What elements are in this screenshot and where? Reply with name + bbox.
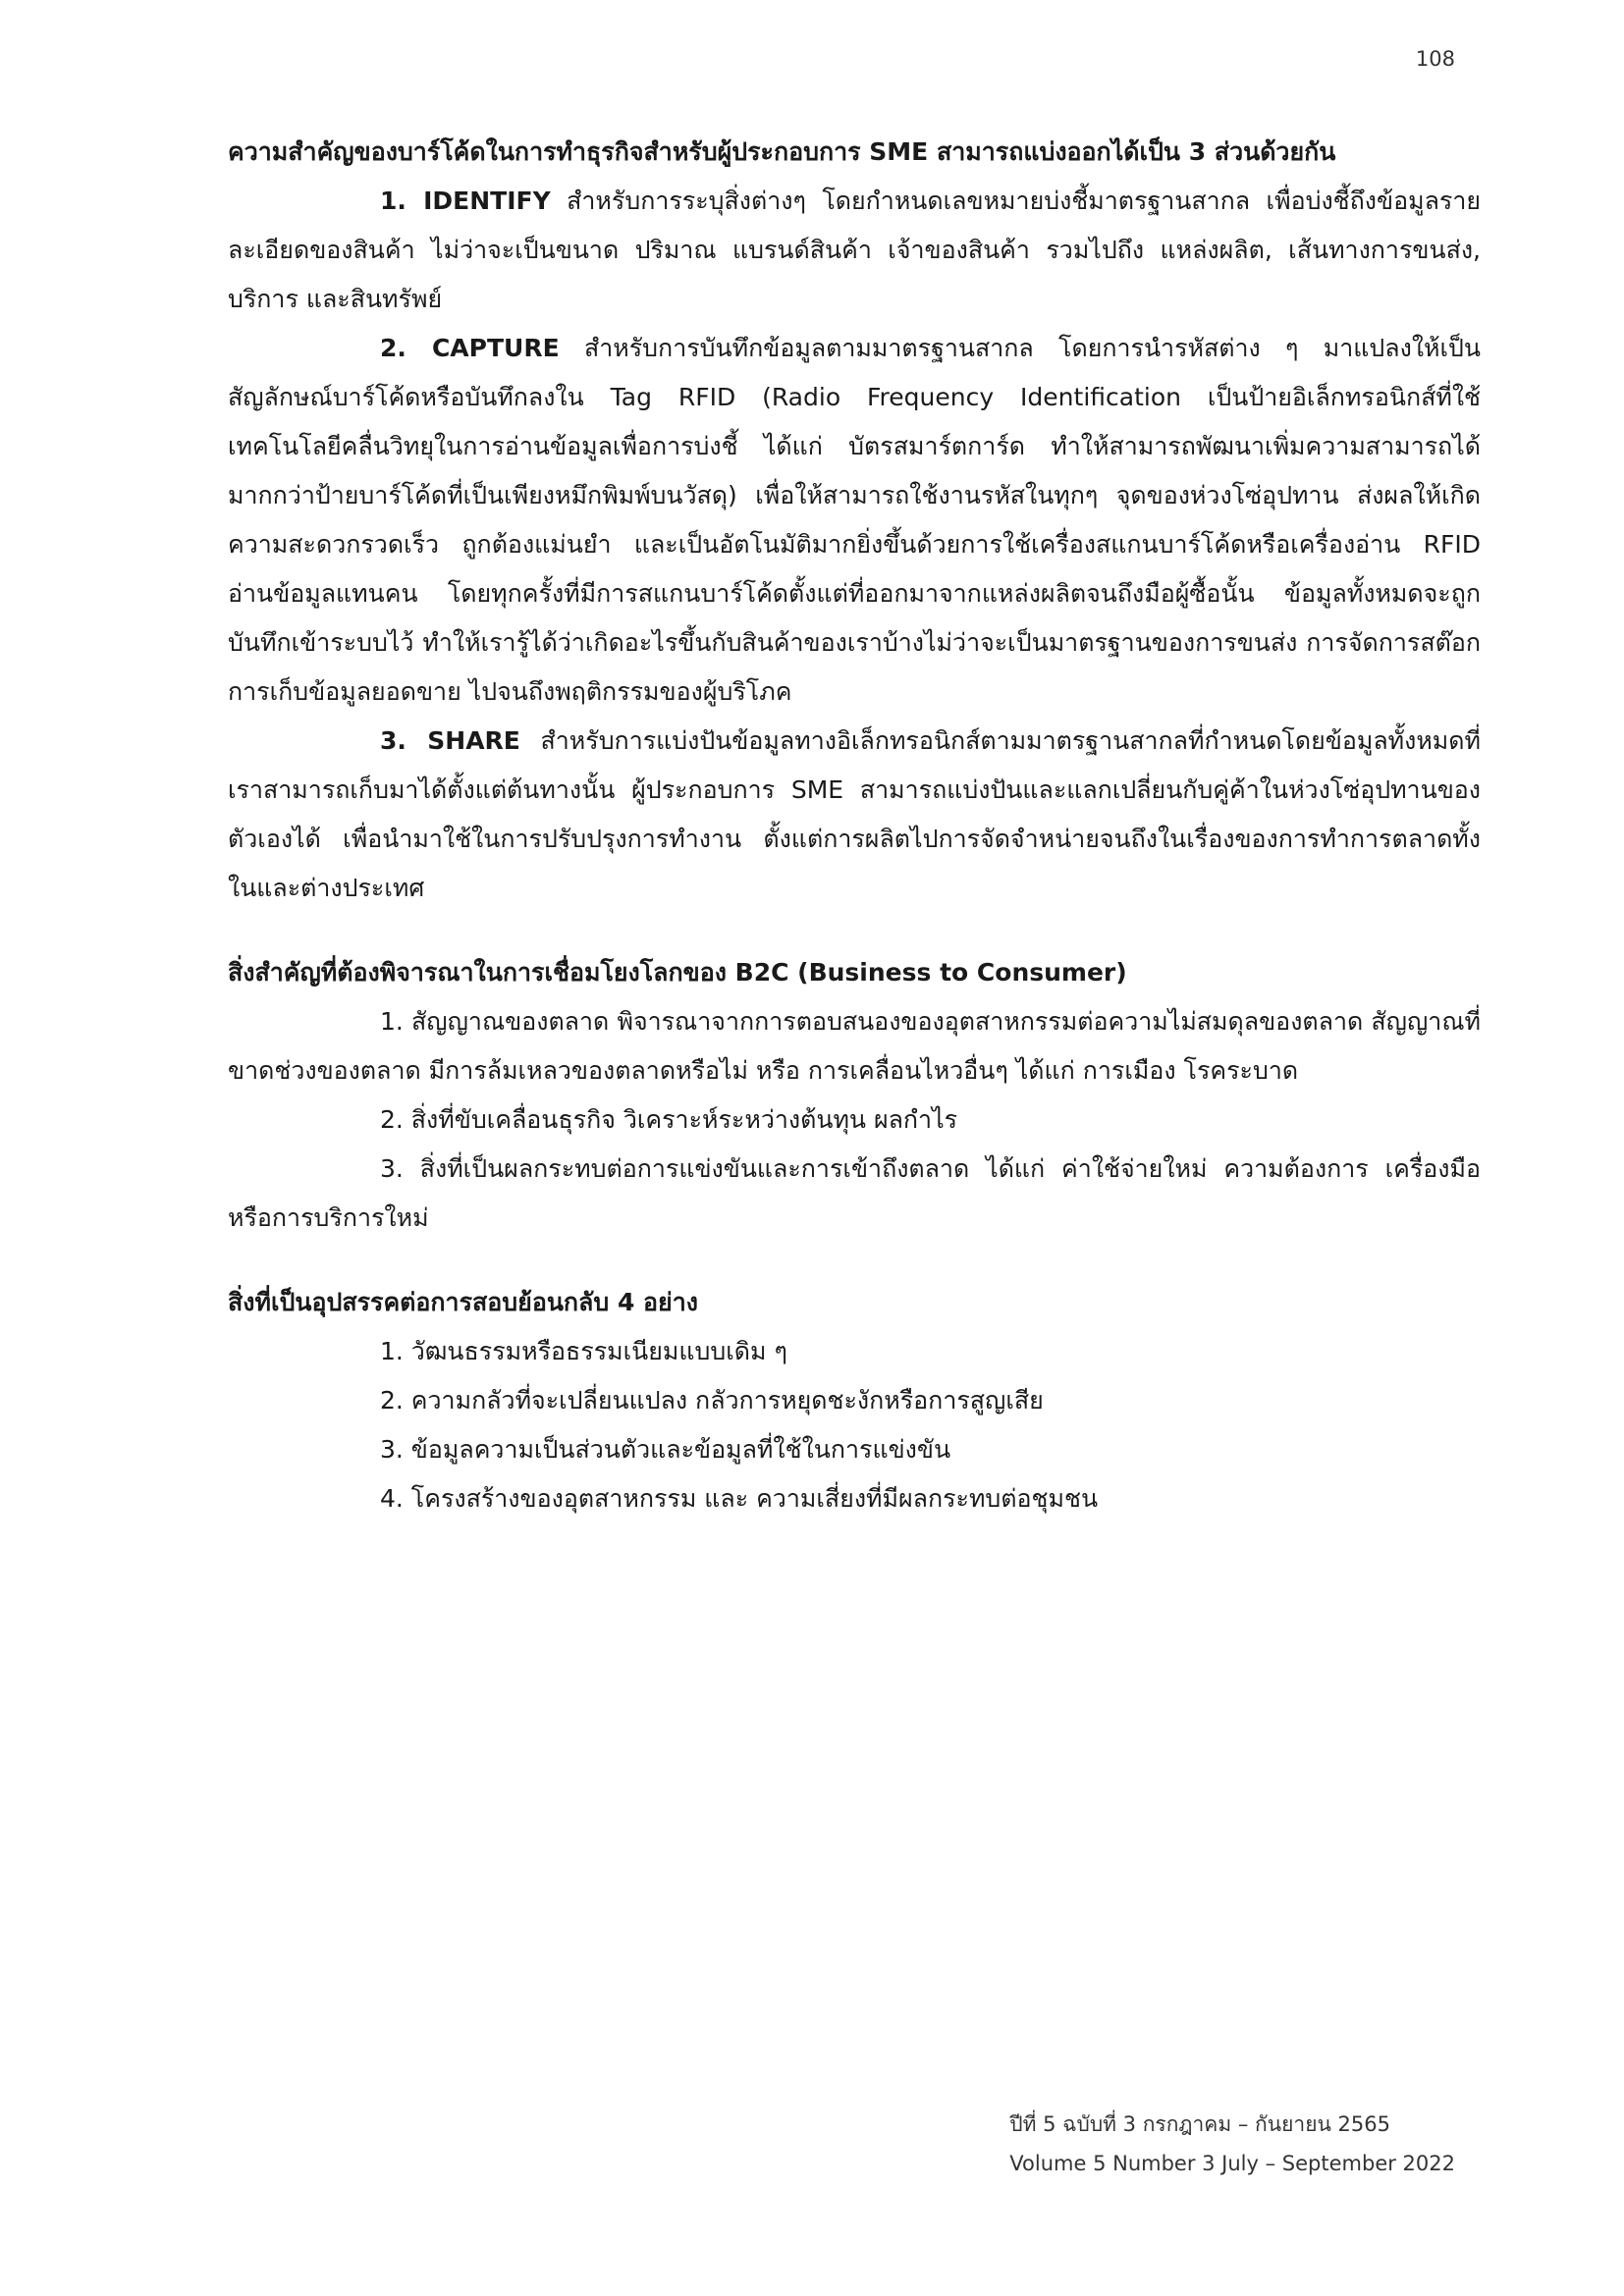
- list-item: 2. ความกลัวที่จะเปลี่ยนแปลง กลัวการหยุดชะงักหรือการสูญเสีย: [380, 1386, 1044, 1415]
- list-item: 4. โครงสร้างของอุตสาหกรรม และ ความเสี่ยงที่มีผลกระทบต่อชุมชน: [380, 1484, 1099, 1513]
- paragraph-identify: [228, 177, 1481, 324]
- paragraph-b2c-2: 2. สิ่งที่ขับเคลื่อนธุรกิจ วิเคราะห์ระหว่างต้นทุน ผลกำไร: [380, 1105, 958, 1134]
- page-number: 108: [1415, 47, 1455, 71]
- paragraph-b2c-3: 3. สิ่งที่เป็นผลกระทบต่อการแข่งขันและการเข้าถึงตลาด ได้แก่ ค่าใช้จ่ายใหม่ ความต้องการ เครื่องมือหรือการบริการใหม่: [228, 1154, 1481, 1232]
- section-spacer: [228, 1243, 1481, 1278]
- list-item: 3. ข้อมูลความเป็นส่วนตัวและข้อมูลที่ใช้ในการแข่งขัน: [380, 1435, 951, 1464]
- footer-issue-english: Volume 5 Number 3 July – September 2022: [1009, 2152, 1455, 2175]
- obstacles-list: [228, 1327, 1481, 1523]
- article-body: [228, 128, 1481, 1523]
- item-lead-capture: 2. CAPTURE: [380, 334, 560, 362]
- item-text-identify: สำหรับการระบุสิ่งต่างๆ โดยกำหนดเลขหมายบ่งชี้มาตรฐานสากล เพื่อบ่งชี้ถึงข้อมูลรายละเอียดของสินค้า ไม่ว่าจะเป็นขนาด ปริมาณ แบรนด์สินค้า เจ้าของสินค้า รวมไปถึง แหล่งผลิต, เส้นทางการขนส่ง, บริการ และสินทรัพย์: [228, 187, 1482, 313]
- journal-footer: [1009, 2105, 1455, 2183]
- section-heading-b2c: สิ่งสำคัญที่ต้องพิจารณาในการเชื่อมโยงโลกของ B2C (Business to Consumer): [228, 958, 1127, 987]
- paragraph-share: [228, 717, 1481, 913]
- paragraph-b2c-1: 1. สัญญาณของตลาด พิจารณาจากการตอบสนองของอุตสาหกรรมต่อความไม่สมดุลของตลาด สัญญาณที่ขาดช่วงของตลาด มีการล้มเหลวของตลาดหรือไม่ หรือ การเคลื่อนไหวอื่นๆ ได้แก่ การเมือง โรคระบาด: [228, 1007, 1481, 1085]
- item-text-capture: สำหรับการบันทึกข้อมูลตามมาตรฐานสากล โดยการนำรหัสต่าง ๆ มาแปลงให้เป็นสัญลักษณ์บาร์โค้ดหรือบันทึกลงใน Tag RFID (Radio Frequency Identification เป็นป้ายอิเล็กทรอนิกส์ที่ใช้เทคโนโลยีคลื่นวิทยุในการอ่านข้อมูลเพื่อการบ่งชี้ ได้แก่ บัตรสมาร์ตการ์ด ทำให้สามารถพัฒนาเพิ่มความสามารถได้มากกว่าป้ายบาร์โค้ดที่เป็นเพียงหมึกพิมพ์บนวัสดุ) เพื่อให้สามารถใช้งานรหัสในทุกๆ จุดของห่วงโซ่อุปทาน ส่งผลให้เกิดความสะดวกรวดเร็ว ถูกต้องแม่นยำ และเป็นอัตโนมัติมากยิ่งขึ้นด้วยการใช้เครื่องสแกนบาร์โค้ดหรือเครื่องอ่าน RFID อ่านข้อมูลแทนคน โดยทุกครั้งที่มีการสแกนบาร์โค้ดตั้งแต่ที่ออกมาจากแหล่งผลิตจนถึงมือผู้ซื้อนั้น ข้อมูลทั้งหมดจะถูกบันทึกเข้าระบบไว้ ทำให้เรารู้ได้ว่าเกิดอะไรขึ้นกับสินค้าของเราบ้างไม่ว่าจะเป็นมาตรฐานของการขนส่ง การจัดการสต๊อก การเก็บข้อมูลยอดขาย ไปจนถึงพฤติกรรมของผู้บริโภค: [228, 334, 1482, 706]
- section-spacer: [228, 913, 1481, 948]
- footer-issue-thai: ปีที่ 5 ฉบับที่ 3 กรกฎาคม – กันยายน 2565: [1009, 2112, 1390, 2136]
- item-lead-share: 3. SHARE: [380, 726, 520, 755]
- list-item: 1. วัฒนธรรมหรือธรรมเนียมแบบเดิม ๆ: [380, 1337, 787, 1365]
- section-heading-obstacles: สิ่งที่เป็นอุปสรรคต่อการสอบย้อนกลับ 4 อย่าง: [228, 1288, 698, 1316]
- paragraph-capture: [228, 324, 1481, 717]
- item-text-share: สำหรับการแบ่งปันข้อมูลทางอิเล็กทรอนิกส์ตามมาตรฐานสากลที่กำหนดโดยข้อมูลทั้งหมดที่เราสามารถเก็บมาได้ตั้งแต่ต้นทางนั้น ผู้ประกอบการ SME สามารถแบ่งปันและแลกเปลี่ยนกับคู่ค้าในห่วงโซ่อุปทานของตัวเองได้ เพื่อนำมาใช้ในการปรับปรุงการทำงาน ตั้งแต่การผลิตไปการจัดจำหน่ายจนถึงในเรื่องของการทำการตลาดทั้งในและต่างประเทศ: [228, 726, 1482, 902]
- item-lead-identify: 1. IDENTIFY: [380, 187, 551, 215]
- section-heading-barcode-importance: ความสำคัญของบาร์โค้ดในการทำธุรกิจสำหรับผู้ประกอบการ SME สามารถแบ่งออกได้เป็น 3 ส่วนด้วยกัน: [228, 137, 1336, 166]
